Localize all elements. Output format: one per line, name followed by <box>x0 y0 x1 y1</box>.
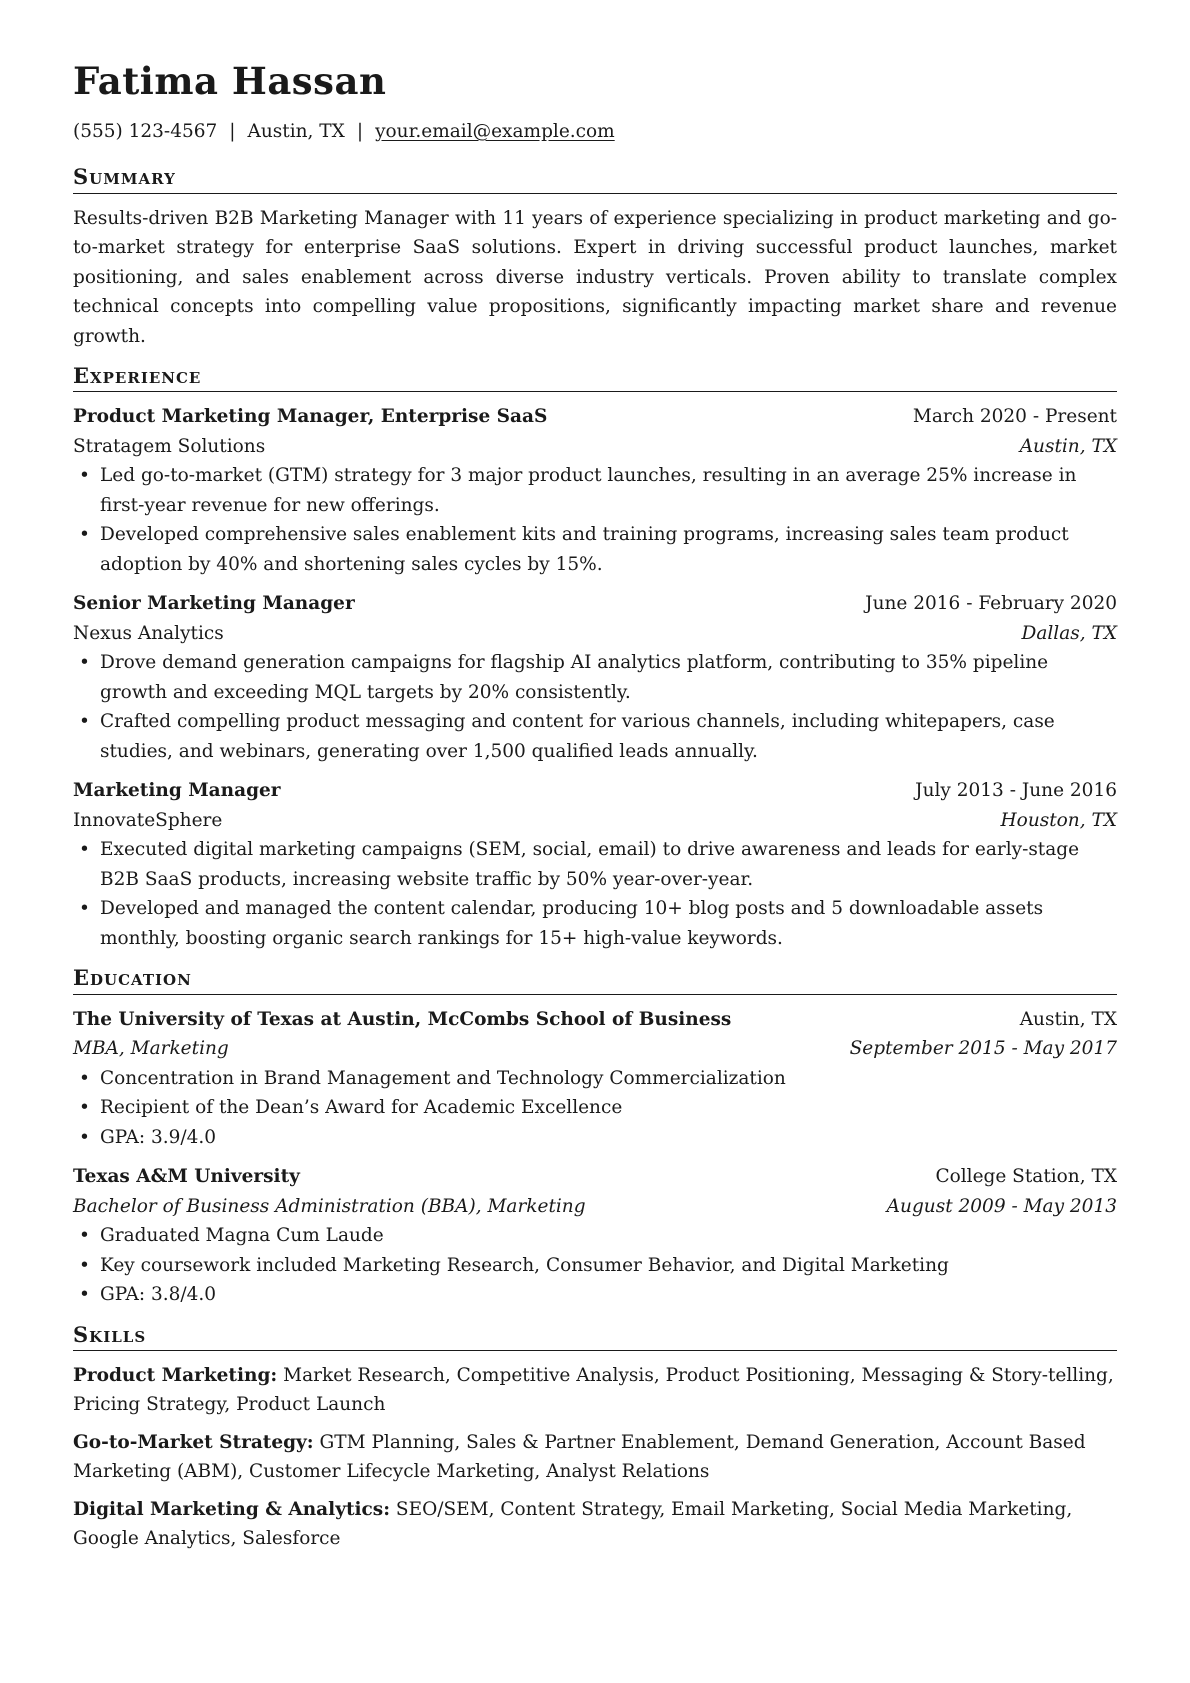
job-bullets <box>73 648 1117 766</box>
degree-name: MBA, Marketing <box>73 1038 229 1059</box>
company-name: InnovateSphere <box>73 809 223 831</box>
school-header <box>73 1005 1117 1035</box>
job-title: Product Marketing Manager, Enterprise SaaS <box>73 406 548 428</box>
section-heading: Education <box>73 965 1117 994</box>
bullet-text: Concentration in Brand Management and Technology Commercialization <box>100 1067 786 1089</box>
bullet-item <box>73 1093 1117 1123</box>
bullet-text: GPA: 3.8/4.0 <box>100 1284 217 1305</box>
company-name: Stratagem Solutions <box>73 435 266 457</box>
bullet-glyph: • <box>79 1126 90 1148</box>
skill-group-label: Go-to-Market Strategy: <box>73 1431 314 1453</box>
bullet-item <box>73 835 1117 894</box>
education-entry <box>73 1162 1117 1310</box>
bullet-item <box>73 1123 1117 1153</box>
job-subheader <box>73 432 1117 462</box>
job-subheader <box>73 619 1117 649</box>
job-header <box>73 776 1117 806</box>
skill-group-items: SEO/SEM, Content Strategy, Email Marketing, Social Media Marketing, Google Analytics, Salesforce <box>73 1498 1073 1550</box>
experience-section <box>73 363 1117 953</box>
candidate-name: Fatima Hassan <box>73 59 387 103</box>
bullet-glyph: • <box>79 652 90 674</box>
bullet-glyph: • <box>79 524 90 546</box>
section-heading: Experience <box>73 363 1117 392</box>
bullet-text: Graduated Magna Cum Laude <box>100 1225 384 1246</box>
bullet-text: Developed and managed the content calendar, producing 10+ blog posts and 5 downloadable assets monthly, boosting organic search rankings for 15+ high-value keywords. <box>100 898 1044 949</box>
bullet-text: Crafted compelling product messaging and content for various channels, including whitepapers, case studies, and webinars, generating over 1,500 qualified leads annually. <box>100 711 1055 762</box>
degree-name: Bachelor of Business Administration (BBA), Marketing <box>73 1195 586 1217</box>
education-bullets <box>73 1221 1117 1310</box>
skill-group-items: GTM Planning, Sales & Partner Enablement, Demand Generation, Account Based Marketing (ABM), Customer Lifecycle Marketing, Analyst Relations <box>73 1431 1086 1483</box>
job-location: Dallas, TX <box>1021 622 1117 644</box>
degree-dates: September 2015 - May 2017 <box>849 1038 1117 1059</box>
school-header <box>73 1162 1117 1192</box>
bullet-text: Executed digital marketing campaigns (SEM, social, email) to drive awareness and leads for early-stage B2B SaaS products, increasing website traffic by 50% year-over-year. <box>100 839 1080 890</box>
school-location: Austin, TX <box>1019 1008 1117 1030</box>
bullet-glyph: • <box>79 898 90 920</box>
bullet-item <box>73 520 1117 579</box>
degree-line <box>73 1192 1117 1222</box>
contact-location: Austin, TX <box>247 120 345 142</box>
bullet-text: Led go-to-market (GTM) strategy for 3 major product launches, resulting in an average 25% increase in first-year revenue for new offerings. <box>100 465 1077 516</box>
skills-section <box>73 1322 1117 1554</box>
section-heading: Summary <box>73 164 1117 193</box>
contact-separator: | <box>356 120 364 142</box>
bullet-item <box>73 707 1117 766</box>
skill-group-items: Market Research, Competitive Analysis, Product Positioning, Messaging & Story-telling, Pricing Strategy, Product Launch <box>73 1364 1114 1416</box>
degree-line <box>73 1034 1117 1064</box>
job-header <box>73 402 1117 432</box>
bullet-glyph: • <box>79 1097 90 1118</box>
email-link[interactable]: your.email@example.com <box>375 120 615 142</box>
summary-text: Results-driven B2B Marketing Manager with 11 years of experience specializing in product marketing and go-to-market strategy for enterprise SaaS solutions. Expert in driving successful product launches, market positioning, and sales enablement across diverse industry verticals. Proven ability to translate complex technical concepts into compelling value propositions, significantly impacting market share and revenue growth. <box>73 207 1117 347</box>
bullet-item <box>73 1221 1117 1251</box>
job-entry <box>73 402 1117 579</box>
job-dates: June 2016 - February 2020 <box>865 593 1117 615</box>
school-name: Texas A&M University <box>73 1166 300 1187</box>
bullet-glyph: • <box>79 465 90 487</box>
bullet-text: Drove demand generation campaigns for flagship AI analytics platform, contributing to 35% pipeline growth and exceeding MQL targets by 20% consistently. <box>100 652 1049 703</box>
job-subheader <box>73 806 1117 836</box>
job-dates: July 2013 - June 2016 <box>915 780 1117 802</box>
bullet-item <box>73 1064 1117 1094</box>
bullet-item <box>73 461 1117 520</box>
job-bullets <box>73 835 1117 953</box>
skill-group <box>73 1495 1117 1554</box>
bullet-glyph: • <box>79 1067 90 1089</box>
bullet-glyph: • <box>79 711 90 733</box>
skill-group-label: Digital Marketing & Analytics: <box>73 1498 391 1520</box>
job-location: Austin, TX <box>1019 435 1117 457</box>
bullet-glyph: • <box>79 1225 90 1246</box>
bullet-glyph: • <box>79 1284 90 1305</box>
job-entry <box>73 589 1117 766</box>
contact-separator: | <box>229 120 236 142</box>
bullet-glyph: • <box>79 1254 90 1276</box>
job-dates: March 2020 - Present <box>912 406 1117 428</box>
bullet-item <box>73 1251 1117 1281</box>
contact-line <box>73 119 1117 145</box>
summary-section <box>73 164 1117 351</box>
skill-group <box>73 1361 1117 1420</box>
education-bullets <box>73 1064 1117 1153</box>
bullet-text: Developed comprehensive sales enablement kits and training programs, increasing sales team product adoption by 40% and shortening sales cycles by 15%. <box>100 524 1069 575</box>
education-entry <box>73 1005 1117 1153</box>
bullet-item <box>73 1280 1117 1310</box>
school-name: The University of Texas at Austin, McCombs School of Business <box>73 1008 732 1030</box>
job-bullets <box>73 461 1117 579</box>
bullet-text: Key coursework included Marketing Research, Consumer Behavior, and Digital Marketing <box>100 1254 949 1276</box>
phone-number: (555) 123-4567 <box>73 120 218 142</box>
bullet-text: GPA: 3.9/4.0 <box>100 1126 217 1148</box>
skill-group-label: Product Marketing: <box>73 1364 278 1386</box>
school-location: College Station, TX <box>935 1166 1117 1187</box>
education-section <box>73 965 1117 1309</box>
bullet-glyph: • <box>79 839 90 861</box>
job-title: Marketing Manager <box>73 780 281 802</box>
job-location: Houston, TX <box>1000 809 1117 831</box>
bullet-item <box>73 894 1117 953</box>
job-entry <box>73 776 1117 953</box>
bullet-text: Recipient of the Dean’s Award for Academic Excellence <box>100 1097 623 1118</box>
company-name: Nexus Analytics <box>73 622 224 644</box>
degree-dates: August 2009 - May 2013 <box>886 1195 1117 1217</box>
bullet-item <box>73 648 1117 707</box>
skill-group <box>73 1428 1117 1487</box>
job-title: Senior Marketing Manager <box>73 593 355 615</box>
section-heading: Skills <box>73 1322 1117 1351</box>
job-header <box>73 589 1117 619</box>
